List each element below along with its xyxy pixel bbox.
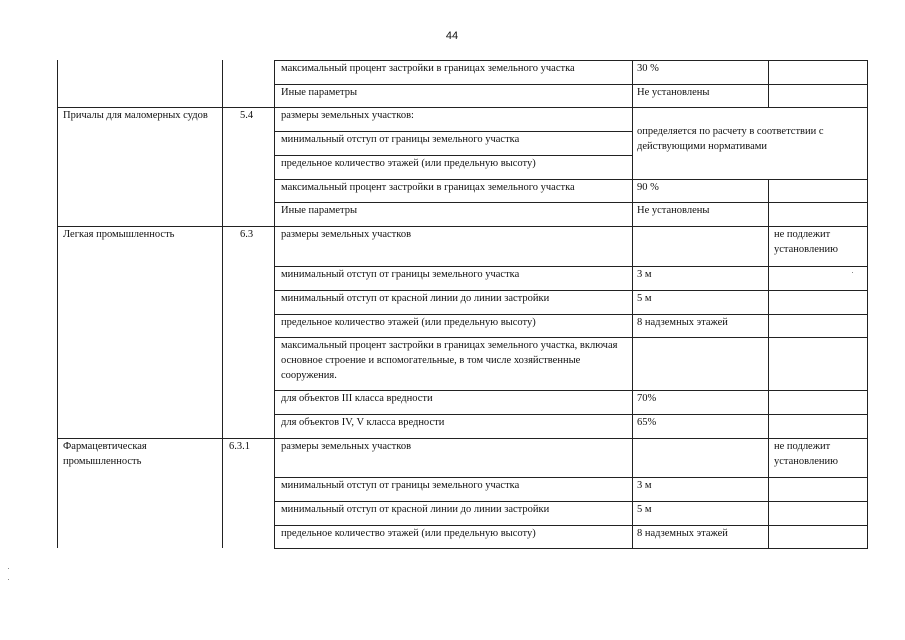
value-cell: 65%	[637, 417, 657, 428]
param-cell: для объектов IV, V класса вредности	[281, 417, 445, 428]
value-cell: 70%	[637, 393, 657, 404]
value-cell: 3 м	[637, 269, 652, 280]
param-cell: Иные параметры	[281, 205, 358, 216]
value-cell: 5 м	[637, 504, 652, 515]
land-use-name: Фармацевтическая промышленность	[63, 441, 147, 467]
scan-speck	[8, 568, 9, 569]
col-divider-note	[768, 179, 769, 549]
param-cell: размеры земельных участков:	[281, 110, 414, 121]
col-divider-code	[222, 60, 223, 548]
land-use-code: 5.4	[240, 110, 254, 121]
value-cell: Не установлены	[637, 87, 710, 98]
merged-value-cell: определяется по расчету в соответствии с действующими нормативами	[637, 126, 824, 152]
param-cell: минимальный отступ от границы земельного участка	[281, 134, 520, 145]
land-use-code: 6.3	[240, 229, 254, 240]
param-cell: предельное количество этажей (или предельную высоту)	[281, 158, 536, 169]
col-divider-param	[274, 60, 275, 549]
param-cell: минимальный отступ от красной линии до линии застройки	[281, 504, 550, 515]
land-use-name: Легкая промышленность	[63, 229, 175, 240]
param-cell: для объектов III класса вредности	[281, 393, 433, 404]
row-line	[274, 84, 868, 85]
row-line	[274, 202, 868, 203]
col-divider-value	[632, 60, 633, 549]
param-cell: минимальный отступ от границы земельного участка	[281, 480, 520, 491]
param-cell: максимальный процент застройки в границах земельного участка, включая основное строение и вспомогательные, в том числе хозяйственные сооружения.	[281, 340, 618, 381]
param-cell: максимальный процент застройки в границах земельного участка	[281, 182, 575, 193]
param-cell: предельное количество этажей (или предельную высоту)	[281, 317, 536, 328]
value-cell: 5 м	[637, 293, 652, 304]
value-cell: 90 %	[637, 182, 659, 193]
param-cell: минимальный отступ от границы земельного участка	[281, 269, 520, 280]
value-cell: Не установлены	[637, 205, 710, 216]
table-border-right	[867, 60, 868, 549]
row-line	[274, 548, 868, 549]
param-cell: предельное количество этажей (или предельную высоту)	[281, 528, 536, 539]
param-cell: минимальный отступ от красной линии до линии застройки	[281, 293, 550, 304]
param-cell: размеры земельных участков	[281, 441, 412, 452]
param-cell: размеры земельных участков	[281, 229, 412, 240]
land-use-code: 6.3.1	[229, 441, 250, 452]
land-use-name: Причалы для маломерных судов	[63, 110, 208, 121]
note-cell: не подлежит установлению	[774, 229, 838, 255]
value-cell: 8 надземных этажей	[637, 317, 728, 328]
scan-speck	[8, 579, 9, 580]
value-cell: 3 м	[637, 480, 652, 491]
param-cell: максимальный процент застройки в границах земельного участка	[281, 63, 575, 74]
value-cell: 30 %	[637, 63, 659, 74]
note-cell: не подлежит установлению	[774, 441, 838, 467]
value-cell: 8 надземных этажей	[637, 528, 728, 539]
page-number: 44	[445, 30, 459, 42]
scan-speck	[852, 272, 853, 273]
table-border-left	[57, 60, 58, 548]
param-cell: Иные параметры	[281, 87, 358, 98]
